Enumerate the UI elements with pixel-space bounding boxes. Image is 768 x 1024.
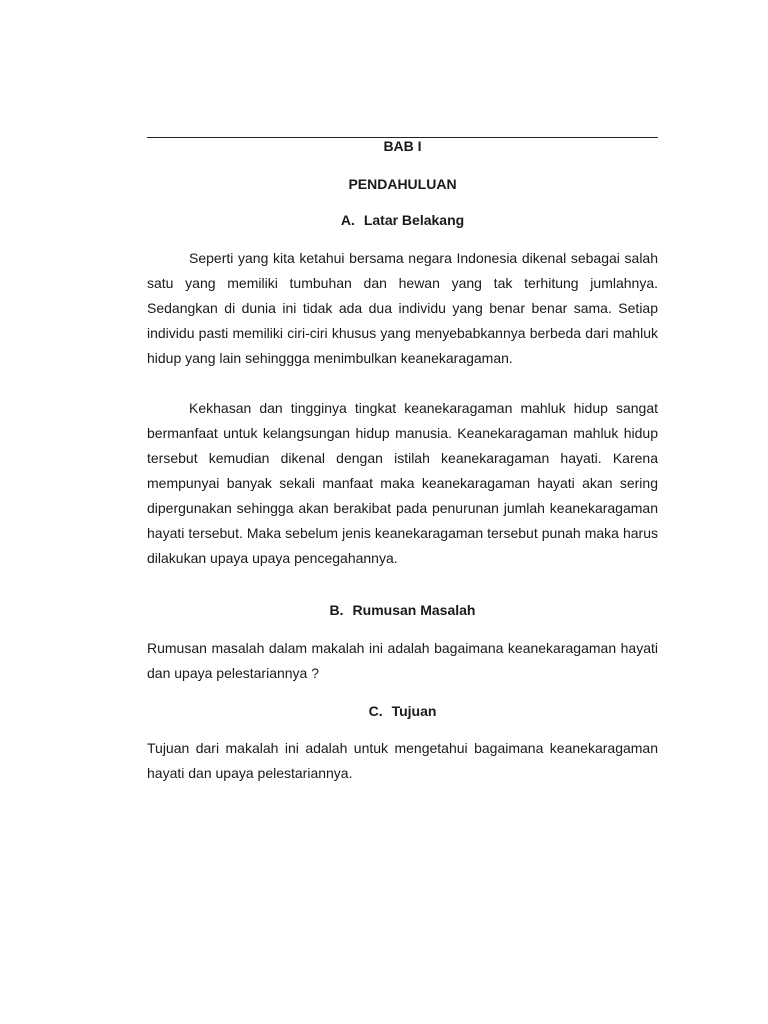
paragraph-rumusan-masalah: Rumusan masalah dalam makalah ini adalah bagaimana keanekaragaman hayati dan upaya pelestariannya ? (147, 640, 658, 681)
section-number: A. (340, 212, 355, 228)
section-heading-rumusan-masalah (147, 601, 658, 619)
chapter-title: PENDAHULUAN (348, 176, 457, 192)
section-number: C. (368, 703, 383, 719)
section-heading-tujuan (147, 702, 658, 720)
section-number: B. (329, 602, 344, 618)
document-page (147, 0, 658, 1024)
paragraph-latar-belakang-1: Seperti yang kita ketahui bersama negara Indonesia dikenal sebagai salah satu yang memiliki tumbuhan dan hewan yang tak terhitung jumlahnya. Sedangkan di dunia ini tidak ada dua individu yang benar benar sama. Setiap individu pasti memiliki ciri-ciri khusus yang menyebabkannya berbeda dari mahluk hidup yang lain sehinggga menimbulkan keanekaragaman. (147, 250, 658, 366)
chapter-label: BAB I (383, 138, 422, 154)
section-heading-latar-belakang (147, 211, 658, 229)
paragraph-tujuan: Tujuan dari makalah ini adalah untuk mengetahui bagaimana keanekaragaman hayati dan upaya pelestariannya. (147, 740, 658, 781)
paragraph-latar-belakang-2: Kekhasan dan tingginya tingkat keanekaragaman mahluk hidup sangat bermanfaat untuk kelangsungan hidup manusia. Keanekaragaman mahluk hidup tersebut kemudian dikenal dengan istilah keanekaragaman hayati. Karena mempunyai banyak sekali manfaat maka keanekaragaman hayati akan sering dipergunakan sehingga akan berakibat pada penurunan jumlah keanekaragaman hayati tersebut. Maka sebelum jenis keanekaragaman tersebut punah maka harus dilakukan upaya upaya pencegahannya. (147, 400, 658, 566)
section-title: Tujuan (391, 703, 437, 719)
section-title: Latar Belakang (363, 212, 465, 228)
section-title: Rumusan Masalah (352, 602, 476, 618)
